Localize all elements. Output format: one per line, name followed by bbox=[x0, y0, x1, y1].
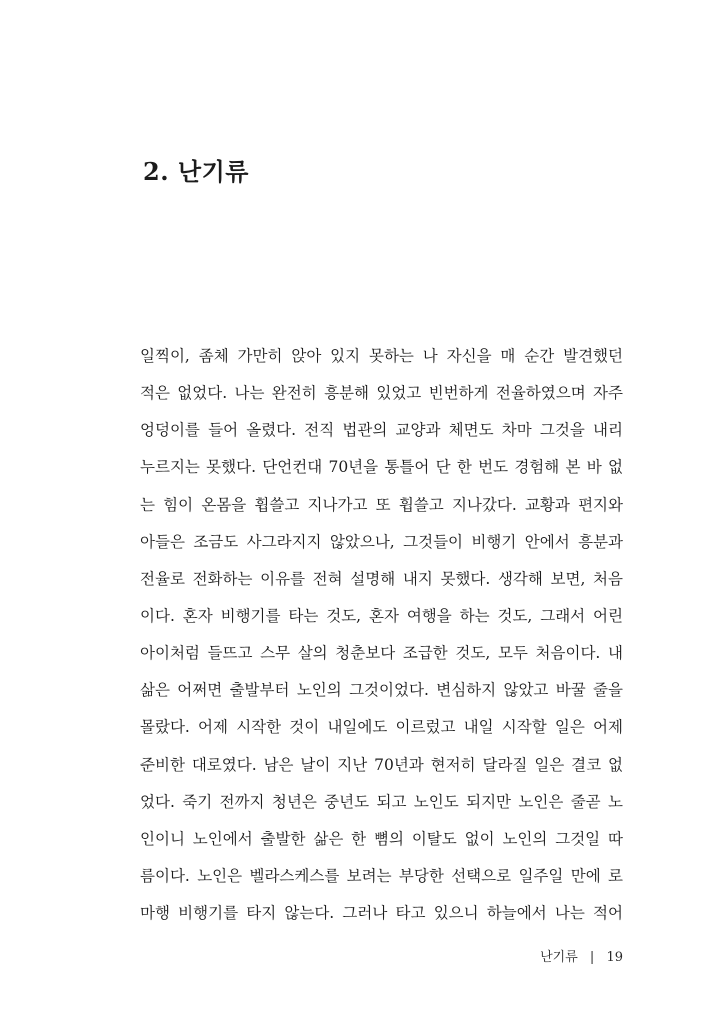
body-line: 아이처럼 들뜨고 스무 살의 청춘보다 조급한 것도, 모두 처음이다. 내 bbox=[140, 644, 623, 663]
page-footer bbox=[540, 946, 623, 970]
running-title: 난기류 bbox=[540, 950, 578, 965]
body-line: 아들은 조금도 사그라지지 않았으나, 그것들이 비행기 안에서 흥분과 bbox=[140, 532, 623, 551]
chapter-title: 2. 난기류 bbox=[143, 157, 249, 186]
body-text bbox=[140, 338, 623, 932]
body-line: 전율로 전화하는 이유를 전혀 설명해 내지 못했다. 생각해 보면, 처음 bbox=[140, 569, 623, 588]
body-line: 누르지는 못했다. 단언컨대 70년을 통틀어 단 한 번도 경험해 본 바 없 bbox=[140, 458, 623, 477]
body-line: 었다. 죽기 전까지 청년은 중년도 되고 노인도 되지만 노인은 줄곧 노 bbox=[140, 792, 623, 811]
body-line: 마행 비행기를 타지 않는다. 그러나 타고 있으니 하늘에서 나는 적어 bbox=[140, 904, 623, 923]
body-line: 준비한 대로였다. 남은 날이 지난 70년과 현저히 달라질 일은 결코 없 bbox=[140, 755, 623, 774]
body-line: 일찍이, 좀체 가만히 앉아 있지 못하는 나 자신을 매 순간 발견했던 bbox=[140, 347, 623, 365]
body-line: 엉덩이를 들어 올렸다. 전직 법관의 교양과 체면도 차마 그것을 내리 bbox=[140, 421, 623, 440]
body-line: 는 힘이 온몸을 휩쓸고 지나가고 또 휩쓸고 지나갔다. 교황과 편지와 bbox=[140, 495, 623, 514]
footer-separator: | bbox=[589, 950, 595, 965]
body-line: 름이다. 노인은 벨라스케스를 보려는 부당한 선택으로 일주일 만에 로 bbox=[140, 866, 623, 885]
body-line: 삶은 어쩌면 출발부터 노인의 그것이었다. 변심하지 않았고 바꿀 줄을 bbox=[140, 681, 623, 700]
body-line: 인이니 노인에서 출발한 삶은 한 뼘의 이탈도 없이 노인의 그것일 따 bbox=[140, 829, 623, 848]
body-line: 적은 없었다. 나는 완전히 흥분해 있었고 빈번하게 전율하였으며 자주 bbox=[140, 384, 623, 403]
body-line: 몰랐다. 어제 시작한 것이 내일에도 이르렀고 내일 시작할 일은 어제 bbox=[140, 718, 623, 737]
page-number: 19 bbox=[606, 950, 623, 965]
body-line: 이다. 혼자 비행기를 타는 것도, 혼자 여행을 하는 것도, 그래서 어린 bbox=[140, 606, 623, 625]
